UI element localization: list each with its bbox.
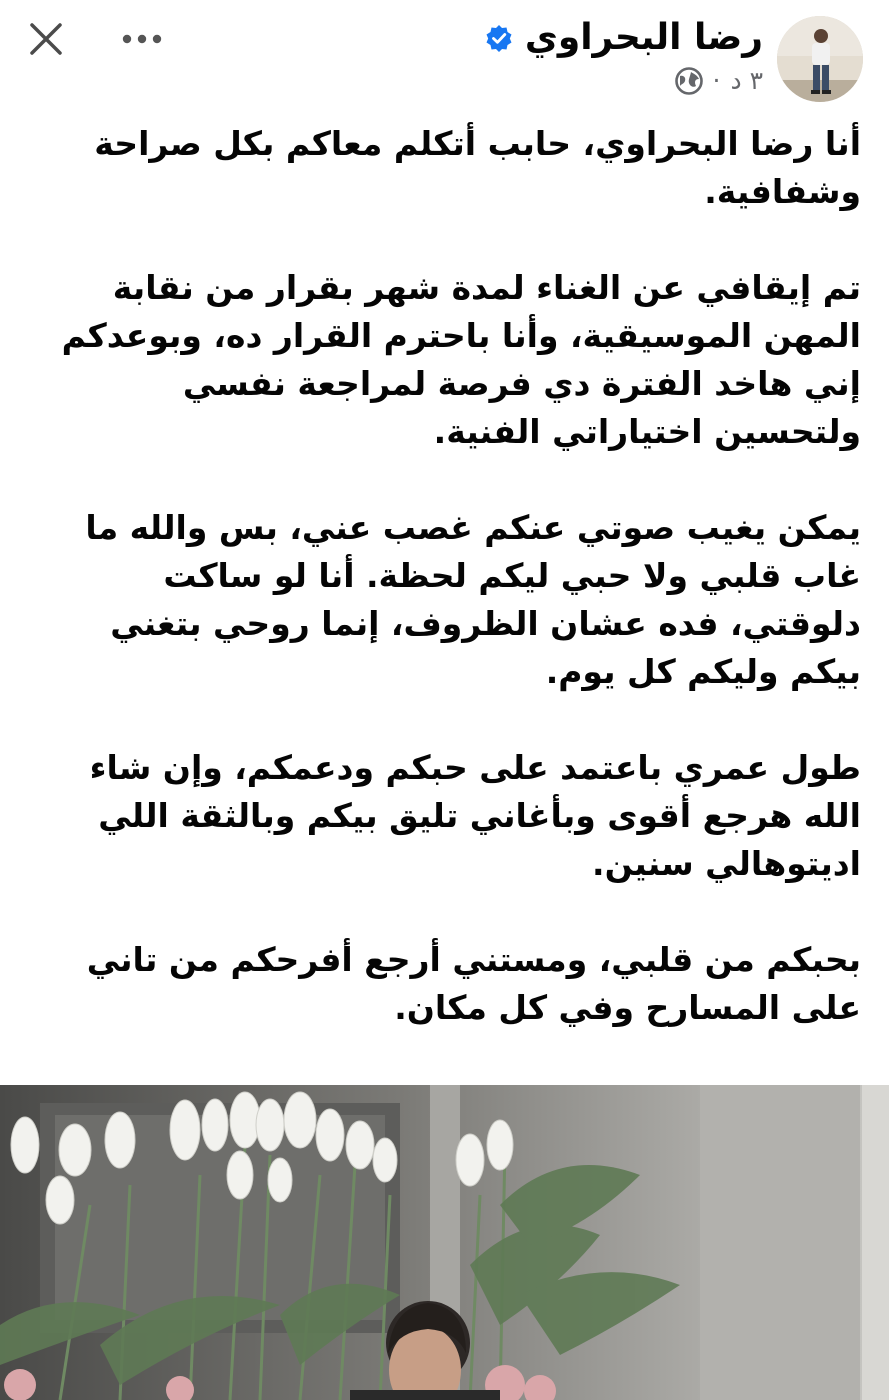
post-paragraph: بحبكم من قلبي، ومستني أرجع أفرحكم من تاني على المسارح وفي كل مكان. xyxy=(86,940,861,1027)
post-timestamp[interactable]: ٣ د xyxy=(730,66,763,95)
verified-badge-icon xyxy=(485,24,513,52)
post-photo[interactable] xyxy=(0,1085,889,1400)
meta-separator: · xyxy=(712,66,721,95)
post-photo-image xyxy=(0,1085,889,1400)
more-horizontal-icon xyxy=(122,33,162,45)
close-button[interactable] xyxy=(22,18,70,60)
post-paragraph: تم إيقافي عن الغناء لمدة شهر بقرار من نقابة المهن الموسيقية، وأنا باحترم القرار ده، وبوعدكم إني هاخد الفترة دي فرصة لمراجعة نفسي ولتحسين اختياراتي الفنية. xyxy=(61,268,861,451)
post-paragraph: أنا رضا البحراوي، حابب أتكلم معاكم بكل صراحة وشفافية. xyxy=(94,124,861,211)
post-header xyxy=(0,0,889,112)
post-meta xyxy=(675,64,763,98)
globe-icon xyxy=(675,67,703,95)
author-name[interactable]: رضا البحراوي xyxy=(524,17,763,58)
avatar-photo xyxy=(777,16,863,102)
post-paragraph: يمكن يغيب صوتي عنكم غصب عني، بس والله ما غاب قلبي ولا حبي ليكم لحظة. أنا لو ساكت دلوقتي، فده عشان الظروف، إنما روحي بتغني بيكم وليكم كل يوم. xyxy=(85,508,861,691)
author-name-row xyxy=(485,14,763,62)
close-icon xyxy=(28,21,64,57)
post-paragraph: طول عمري باعتمد على حبكم ودعمكم، وإن شاء الله هرجع أقوى وبأغاني تليق بيكم وبالثقة اللي اديتوهالي سنين. xyxy=(89,748,861,883)
more-options-button[interactable] xyxy=(116,18,168,60)
post-text xyxy=(28,120,861,1128)
author-avatar[interactable] xyxy=(777,16,863,102)
